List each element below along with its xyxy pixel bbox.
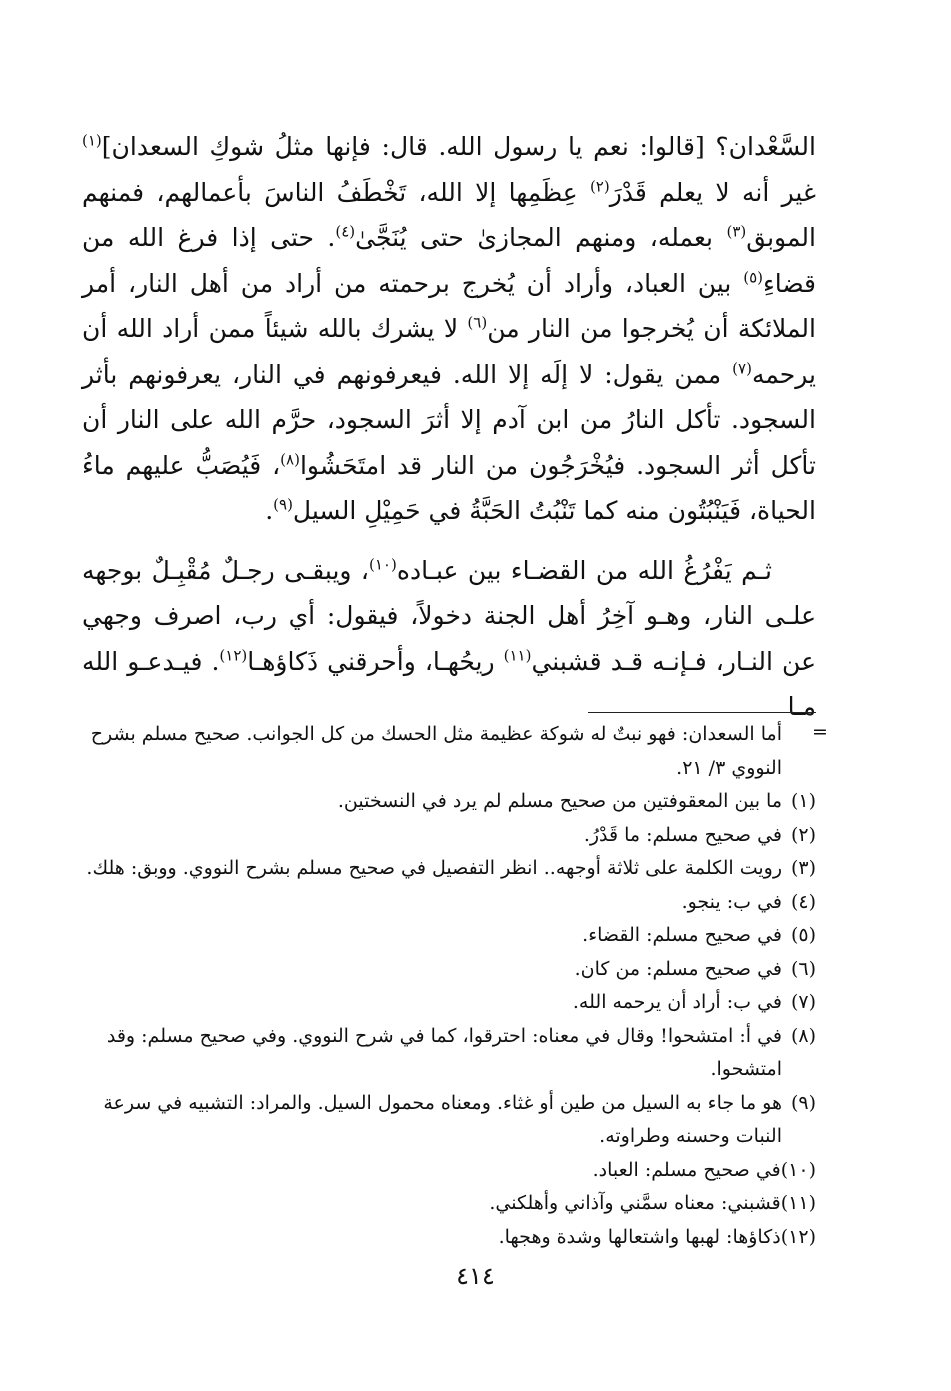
footnote-item xyxy=(82,1221,816,1255)
text-run: ، ويبقـى رجـلٌ مُقْبِـلٌ بوجهه علـى النار، وهـو آخِرُ أهل الجنة دخولاً، فيقول: أي رب، اصرف وجهي عن النـار، فـإنـه قـد قشبني xyxy=(82,555,816,676)
main-text xyxy=(82,124,816,730)
footnote-number: (٢) xyxy=(790,823,816,846)
footnote-text: في أ: امتشحوا! وقال في معناه: احترقوا، كما في شرح النووي. وفي صحيح مسلم: وقد امتشحوا. xyxy=(106,1024,782,1080)
footnote-number: (١) xyxy=(790,790,816,812)
continuation-mark: = xyxy=(812,721,828,743)
footnote-text: ما بين المعقوفتين من صحيح مسلم لم يرد في النسختين. xyxy=(337,790,782,812)
text-run: السَّعْدان؟ [قالوا: نعم يا رسول الله. قال: فإنها مثلُ شوكِ السعدان] xyxy=(101,132,816,161)
footnote-number: (٣) xyxy=(790,857,816,879)
footnote-marker: (٥) xyxy=(743,268,763,287)
paragraph-2 xyxy=(82,548,816,730)
text-run: غير أنه لا يعلم قَدْرَ xyxy=(609,177,817,207)
footnote-number: (١٢) xyxy=(780,1225,816,1248)
footnote-number: (٨) xyxy=(790,1024,816,1047)
footnote-continuation xyxy=(82,718,816,785)
footnote-marker: (١٢) xyxy=(219,646,248,665)
footnote-text: في صحيح مسلم: العباد. xyxy=(592,1158,781,1181)
footnote-marker: (٣) xyxy=(726,222,747,241)
footnote-text: في صحيح مسلم: ما قَدْرُ. xyxy=(583,823,782,846)
footnote-marker: (١٠) xyxy=(369,555,397,574)
footnote-item xyxy=(82,886,816,920)
text-run: ممن يقول: لا إلَه إلا الله. فيعرفونهم في النار، يعرفونهم بأثر السجود. تأكل النارُ من ابن آدم إلا أثرَ السجود، حرَّم الله على النار أن تأكل أثر السجود. فيُخْرَجُون من النار قد امتَحَشُوا xyxy=(82,359,816,480)
paragraph-1 xyxy=(82,124,816,534)
footnote-marker: (٨) xyxy=(280,450,300,469)
text-run: بين العباد، وأراد أن يُخرج برحمته من أراد من أهل النار، أمر الملائكة أن يُخرجوا من النار من xyxy=(82,268,816,343)
footnote-marker: (٧) xyxy=(732,359,752,378)
footnote-text: في ب: ينجو. xyxy=(681,890,782,913)
text-run: ريحُهـا، وأحرقني ذَكاؤهـا xyxy=(247,646,504,676)
footnote-text: رويت الكلمة على ثلاثة أوجهه.. انظر التفصيل في صحيح مسلم بشرح النووي. ووبق: هلك. xyxy=(86,857,782,879)
footnote-marker: (٦) xyxy=(467,313,488,332)
footnote-number: (١٠) xyxy=(780,1158,816,1181)
footnote-marker: (٤) xyxy=(335,222,356,241)
text-run: ، فَيُصَبُّ عليهم ماءُ الحياة، فَيَنْبُتُون منه كما تَنْبُتُ الحَبَّةُ في حَمِيْلِ السيل xyxy=(82,450,816,525)
text-run: . فيـدعـو الله مـا xyxy=(82,646,816,721)
text-run: لا يشرك بالله شيئاً ممن أراد الله أن يرحمه xyxy=(82,314,816,389)
footnote-item xyxy=(82,852,816,886)
text-run: . xyxy=(265,496,274,525)
footnote-number: (٦) xyxy=(790,957,816,980)
footnote-text: أما السعدان: فهو نبتٌ له شوكة عظيمة مثل الحسك من كل الجوانب. صحيح مسلم بشرح النووي ٣/ ٢١. xyxy=(90,723,782,779)
footnote-marker: (٩) xyxy=(273,495,293,514)
text-run: . حتى إذا فرغ الله من قضاءِ xyxy=(82,223,816,298)
footnote-number: (٥) xyxy=(790,924,816,946)
footnote-item xyxy=(82,1187,816,1221)
footnote-text: ذكاؤها: لهبها واشتعالها وشدة وهجها. xyxy=(498,1225,781,1248)
footnote-marker: (١) xyxy=(82,131,102,150)
footnote-item xyxy=(82,1087,816,1154)
footnote-number: (٤) xyxy=(790,890,816,913)
footnote-text: في صحيح مسلم: القضاء. xyxy=(582,924,782,946)
footnote-number xyxy=(782,718,816,785)
page-number: ٤١٤ xyxy=(456,1262,495,1290)
footnote-number: (٧) xyxy=(790,991,816,1013)
text-run: عِظَمِها إلا الله، تَخْطَفُ الناسَ بأعمالهم، فمنهم الموبق xyxy=(82,177,816,252)
footnote-item xyxy=(82,785,816,819)
footnote-item xyxy=(82,1020,816,1087)
footnote-item xyxy=(82,919,816,953)
footnote-marker: (١١) xyxy=(503,646,532,665)
footnotes xyxy=(82,718,816,1254)
footnote-text: في ب: أراد أن يرحمه الله. xyxy=(572,991,782,1013)
footnote-separator xyxy=(588,712,816,713)
footnote-item xyxy=(82,819,816,853)
footnote-text: قشبني: معناه سمَّني وآذاني وأهلكني. xyxy=(489,1192,781,1214)
footnote-number: (٩) xyxy=(790,1091,816,1114)
text-run: بعمله، ومنهم المجازىٰ حتى يُنَجَّىٰ xyxy=(355,223,727,252)
footnote-text: هو ما جاء به السيل من طين أو غثاء. ومعناه محمول السيل. والمراد: التشبيه في سرعة النبات وحسنه وطراوته. xyxy=(103,1091,782,1147)
text-run: ثـم يَفْرُغُ الله من القضـاء بين عبـاده xyxy=(396,555,772,585)
footnote-text: في صحيح مسلم: من كان. xyxy=(574,957,782,980)
footnote-item xyxy=(82,986,816,1020)
footnote-item xyxy=(82,953,816,987)
footnote-number: (١١) xyxy=(780,1192,816,1214)
footnote-item xyxy=(82,1154,816,1188)
footnote-marker: (٢) xyxy=(589,177,610,196)
